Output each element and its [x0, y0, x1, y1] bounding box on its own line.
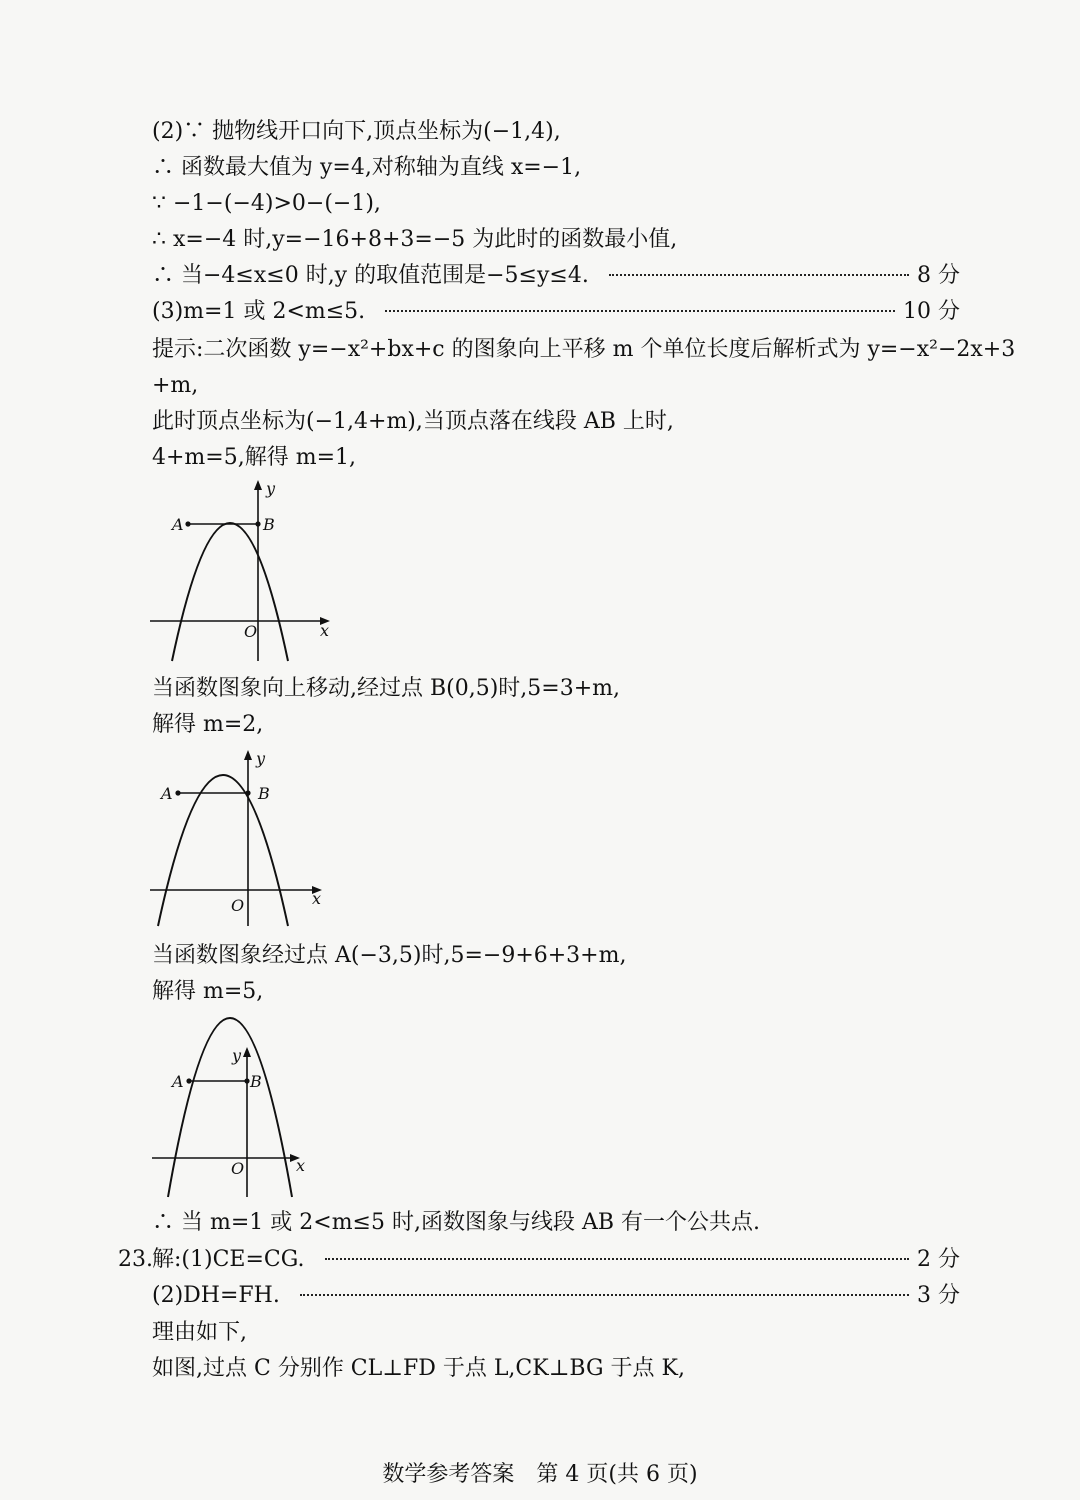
parabola-curve: [168, 1018, 292, 1197]
label-x: x: [320, 621, 330, 640]
y-axis-arrow-icon: [244, 750, 252, 760]
line-pass-a: 当函数图象经过点 A(−3,5)时,5=−9+6+3+m,: [152, 943, 627, 968]
point-b: [245, 790, 250, 795]
leader-dots: [300, 1294, 909, 1296]
line-solve-m2: 解得 m=2,: [152, 712, 264, 737]
line-conclusion: ∴ 当 m=1 或 2<m≤5 时,函数图象与线段 AB 有一个公共点.: [152, 1210, 761, 1235]
leader-dots: [385, 310, 895, 312]
point-a: [175, 790, 180, 795]
line-part2-vertex: (2)∵ 抛物线开口向下,顶点坐标为(−1,4),: [152, 119, 561, 144]
score-label: 10 分: [903, 299, 960, 324]
label-b: B: [250, 1072, 262, 1091]
point-a: [186, 1078, 191, 1083]
line-reason: 理由如下,: [152, 1320, 247, 1345]
score-label: 3 分: [917, 1283, 960, 1308]
label-a: A: [172, 1072, 184, 1091]
parabola-graph-m5: [150, 1015, 320, 1197]
line-min-value: ∴ x=−4 时,y=−16+8+3=−5 为此时的函数最小值,: [152, 227, 678, 252]
parabola-graph-m2: [150, 748, 340, 928]
line-hint-cont: +m,: [152, 373, 199, 398]
label-a: A: [161, 784, 173, 803]
page-footer: 数学参考答案 第 4 页(共 6 页): [382, 1462, 698, 1487]
label-o: O: [231, 1159, 245, 1178]
label-y: y: [232, 1046, 242, 1065]
line-compare: ∵ −1−(−4)>0−(−1),: [152, 191, 381, 216]
point-b: [255, 521, 260, 526]
line-solve-m1: 4+m=5,解得 m=1,: [152, 445, 356, 470]
label-y: y: [266, 479, 276, 498]
score-label: 2 分: [917, 1247, 960, 1272]
label-b: B: [258, 784, 270, 803]
line-vertex-shift: 此时顶点坐标为(−1,4+m),当顶点落在线段 AB 上时,: [152, 409, 674, 434]
line-part3-answer: (3)m=1 或 2<m≤5. 10 分: [152, 297, 960, 327]
point-a: [185, 521, 190, 526]
question-number-23: 23.: [118, 1247, 153, 1272]
label-b: B: [263, 515, 275, 534]
parabola-curve: [172, 523, 288, 661]
label-x: x: [312, 889, 322, 908]
y-axis-arrow-icon: [243, 1047, 251, 1057]
line-max-value: ∴ 函数最大值为 y=4,对称轴为直线 x=−1,: [152, 155, 582, 180]
line-hint: 提示:二次函数 y=−x²+bx+c 的图象向上平移 m 个单位长度后解析式为 y=−x²−2x+3: [152, 337, 1016, 362]
label-y: y: [256, 749, 266, 768]
parabola-graph-m1: [150, 478, 340, 663]
line-solve-m5: 解得 m=5,: [152, 979, 264, 1004]
point-b: [244, 1078, 249, 1083]
line-pass-b: 当函数图象向上移动,经过点 B(0,5)时,5=3+m,: [152, 676, 621, 701]
leader-dots: [325, 1258, 909, 1260]
score-label: 8 分: [917, 263, 960, 288]
label-a: A: [172, 515, 184, 534]
line-q23-part1: 解:(1)CE=CG. 2 分: [152, 1245, 960, 1275]
line-range-result: ∴ 当−4≤x≤0 时,y 的取值范围是−5≤y≤4. 8 分: [152, 261, 960, 291]
line-q23-part2: (2)DH=FH. 3 分: [152, 1281, 960, 1311]
line-construction: 如图,过点 C 分别作 CL⊥FD 于点 L,CK⊥BG 于点 K,: [152, 1356, 685, 1381]
y-axis-arrow-icon: [254, 480, 262, 490]
leader-dots: [609, 274, 909, 276]
label-o: O: [231, 896, 245, 915]
label-o: O: [244, 622, 258, 641]
label-x: x: [296, 1156, 306, 1175]
